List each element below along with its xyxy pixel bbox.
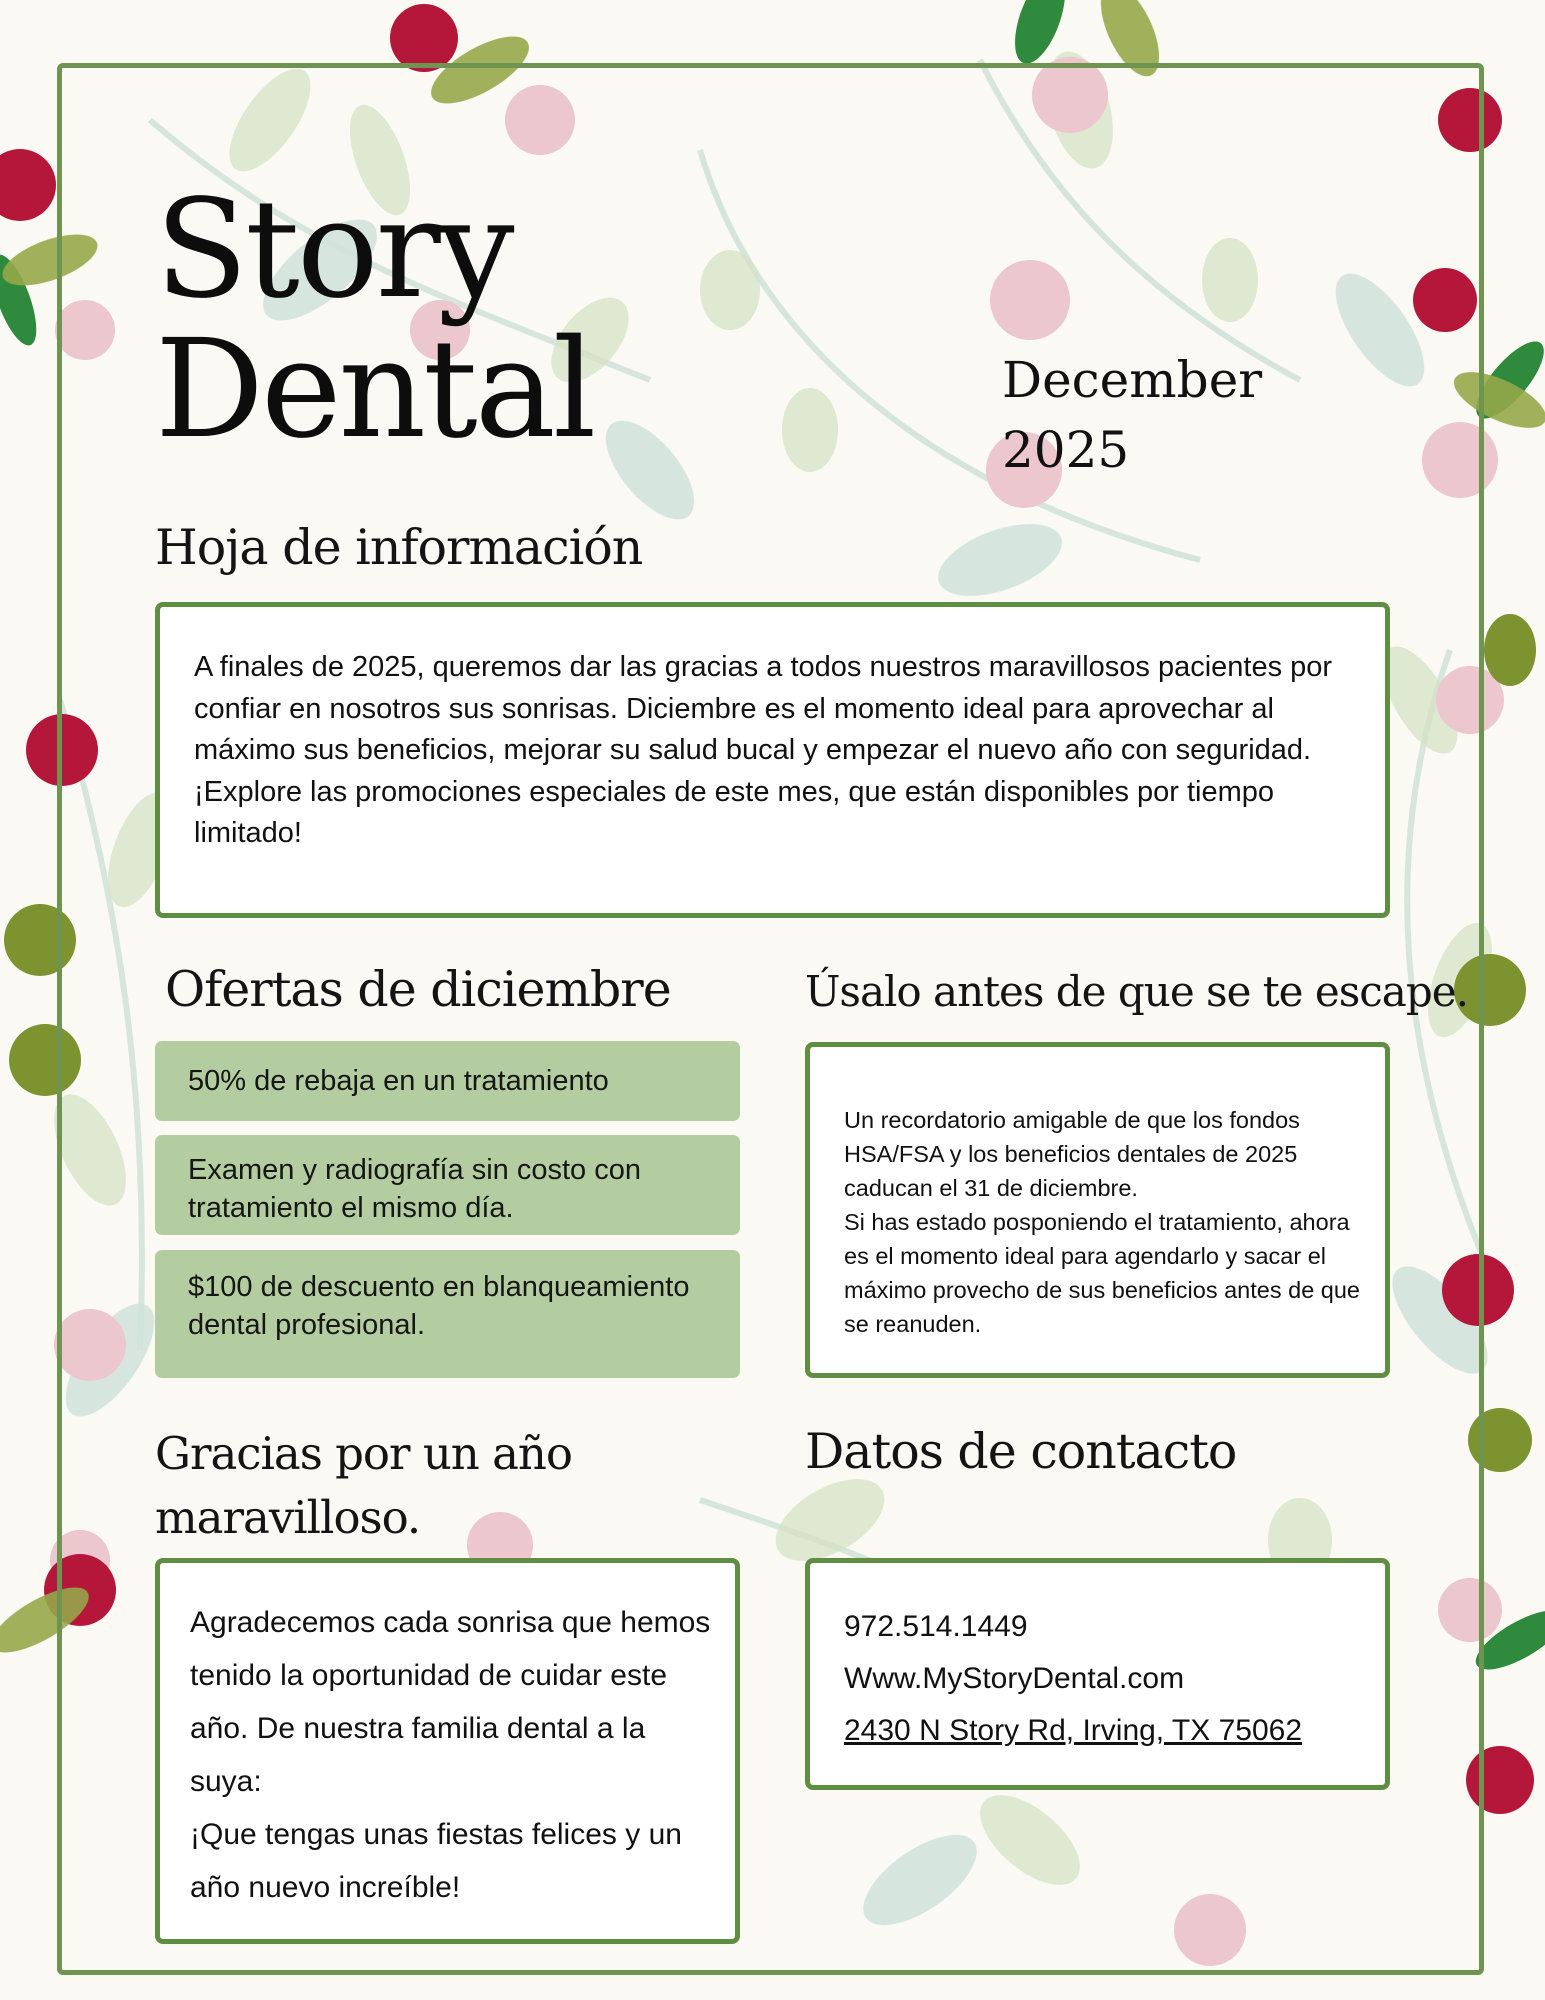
thanks-box: [155, 1558, 740, 1944]
intro-box: [155, 602, 1390, 918]
contact-website[interactable]: Www.MyStoryDental.com: [844, 1662, 1185, 1695]
thanks-text: Agradecemos cada sonrisa que hemos tenido la oportunidad de cuidar este año. De nuestra familia dental a la suya: ¡Que tengas unas fiestas felices y un año nuevo increíble!: [190, 1606, 711, 1904]
contact-phone[interactable]: 972.514.1449: [844, 1610, 1028, 1643]
offer-item: $100 de descuento en blanqueamiento dental profesional.: [155, 1250, 740, 1378]
use-it-heading: Úsalo antes de que se te escape.: [805, 967, 1468, 1016]
reminder-box: [805, 1042, 1390, 1378]
issue-date: December 2025: [1002, 351, 1263, 479]
thanks-heading: Gracias por un año maravilloso.: [155, 1427, 572, 1544]
contact-address-link[interactable]: 2430 N Story Rd, Irving, TX 75062: [844, 1714, 1303, 1747]
reminder-text: Un recordatorio amigable de que los fondos HSA/FSA y los beneficios dentales de 2025 caducan el 31 de diciembre. Si has estado posponiendo el tratamiento, ahora es el momento ideal para agendarlo y sacar el máximo provecho de sus beneficios antes de que se reanuden.: [844, 1107, 1361, 1337]
offer-item: 50% de rebaja en un tratamiento: [155, 1041, 740, 1121]
contact-heading: Datos de contacto: [805, 1423, 1237, 1480]
contact-box: [805, 1558, 1390, 1790]
offer-item: Examen y radiografía sin costo con tratamiento el mismo día.: [155, 1135, 740, 1235]
page-title: Story Dental: [155, 171, 594, 469]
subtitle: Hoja de información: [155, 519, 643, 576]
intro-text: A finales de 2025, queremos dar las gracias a todos nuestros maravillosos pacientes por confiar en nosotros sus sonrisas. Diciembre es el momento ideal para aprovechar al máximo sus beneficios, mejorar su salud bucal y empezar el nuevo año con seguridad. ¡Explore las promociones especiales de este mes, que están disponibles por tiempo limitado!: [194, 651, 1333, 849]
offers-heading: Ofertas de diciembre: [165, 961, 671, 1018]
